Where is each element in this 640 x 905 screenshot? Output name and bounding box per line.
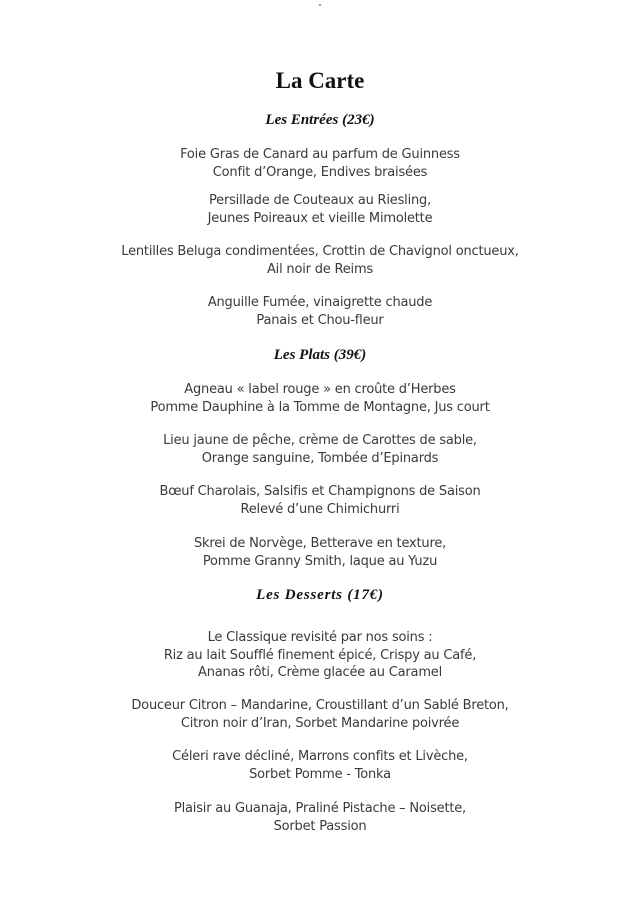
dish-dessert-2 bbox=[0, 697, 640, 732]
dish-line: Céleri rave décliné, Marrons confits et Livèche, bbox=[172, 749, 468, 764]
dish-line: Le Classique revisité par nos soins : bbox=[207, 630, 433, 645]
dish-line: Ail noir de Reims bbox=[266, 261, 373, 277]
dish-line: Skrei de Norvège, Betterave en texture, bbox=[193, 536, 447, 551]
dish-line: Sorbet Passion bbox=[273, 818, 367, 834]
dish-entree-4 bbox=[0, 294, 640, 329]
section-heading-plats: Les Plats (39€) bbox=[273, 347, 367, 363]
section-heading-desserts: Les Desserts (17€) bbox=[256, 587, 384, 603]
dish-line: Sorbet Pomme - Tonka bbox=[249, 766, 391, 782]
dish-entree-3 bbox=[0, 243, 640, 278]
dish-line: Anguille Fumée, vinaigrette chaude bbox=[207, 295, 433, 310]
dish-dessert-1 bbox=[0, 629, 640, 682]
dish-line: Lieu jaune de pêche, crème de Carottes de sable, bbox=[163, 433, 477, 448]
dish-line: Foie Gras de Canard au parfum de Guinness bbox=[180, 147, 460, 162]
dish-line: Plaisir au Guanaja, Praliné Pistache – Noisette, bbox=[173, 801, 466, 816]
dish-line: Agneau « label rouge » en croûte d’Herbes bbox=[184, 382, 456, 397]
dish-dessert-4 bbox=[0, 800, 640, 835]
section-heading-entrees: Les Entrées (23€) bbox=[265, 112, 375, 128]
dish-line: Jeunes Poireaux et vieille Mimolette bbox=[207, 210, 433, 226]
dish-plat-2 bbox=[0, 432, 640, 467]
dish-line: Orange sanguine, Tombée d’Epinards bbox=[201, 450, 439, 466]
dish-line: Pomme Granny Smith, laque au Yuzu bbox=[202, 553, 438, 569]
dish-plat-3 bbox=[0, 483, 640, 518]
page-top-mark: " bbox=[318, 3, 322, 11]
dish-dessert-3 bbox=[0, 748, 640, 783]
dish-line: Citron noir d’Iran, Sorbet Mandarine poivrée bbox=[180, 715, 460, 731]
dish-entree-1 bbox=[0, 146, 640, 181]
dish-line: Confit d’Orange, Endives braisées bbox=[212, 164, 428, 180]
menu-title: La Carte bbox=[275, 68, 365, 93]
dish-line: Douceur Citron – Mandarine, Croustillant d’un Sablé Breton, bbox=[131, 698, 509, 713]
dish-line: Panais et Chou-fleur bbox=[256, 312, 384, 328]
dish-plat-4 bbox=[0, 535, 640, 570]
dish-line: Riz au lait Soufflé finement épicé, Crispy au Café, bbox=[163, 647, 477, 663]
dish-line: Lentilles Beluga condimentées, Crottin de Chavignol onctueux, bbox=[121, 244, 519, 259]
dish-entree-2 bbox=[0, 192, 640, 227]
dish-line: Bœuf Charolais, Salsifis et Champignons de Saison bbox=[159, 484, 481, 499]
dish-line: Pomme Dauphine à la Tomme de Montagne, Jus court bbox=[150, 399, 490, 415]
dish-line: Ananas rôti, Crème glacée au Caramel bbox=[198, 665, 442, 680]
dish-line: Relevé d’une Chimichurri bbox=[240, 501, 400, 517]
dish-line: Persillade de Couteaux au Riesling, bbox=[208, 193, 432, 208]
dish-plat-1 bbox=[0, 381, 640, 416]
